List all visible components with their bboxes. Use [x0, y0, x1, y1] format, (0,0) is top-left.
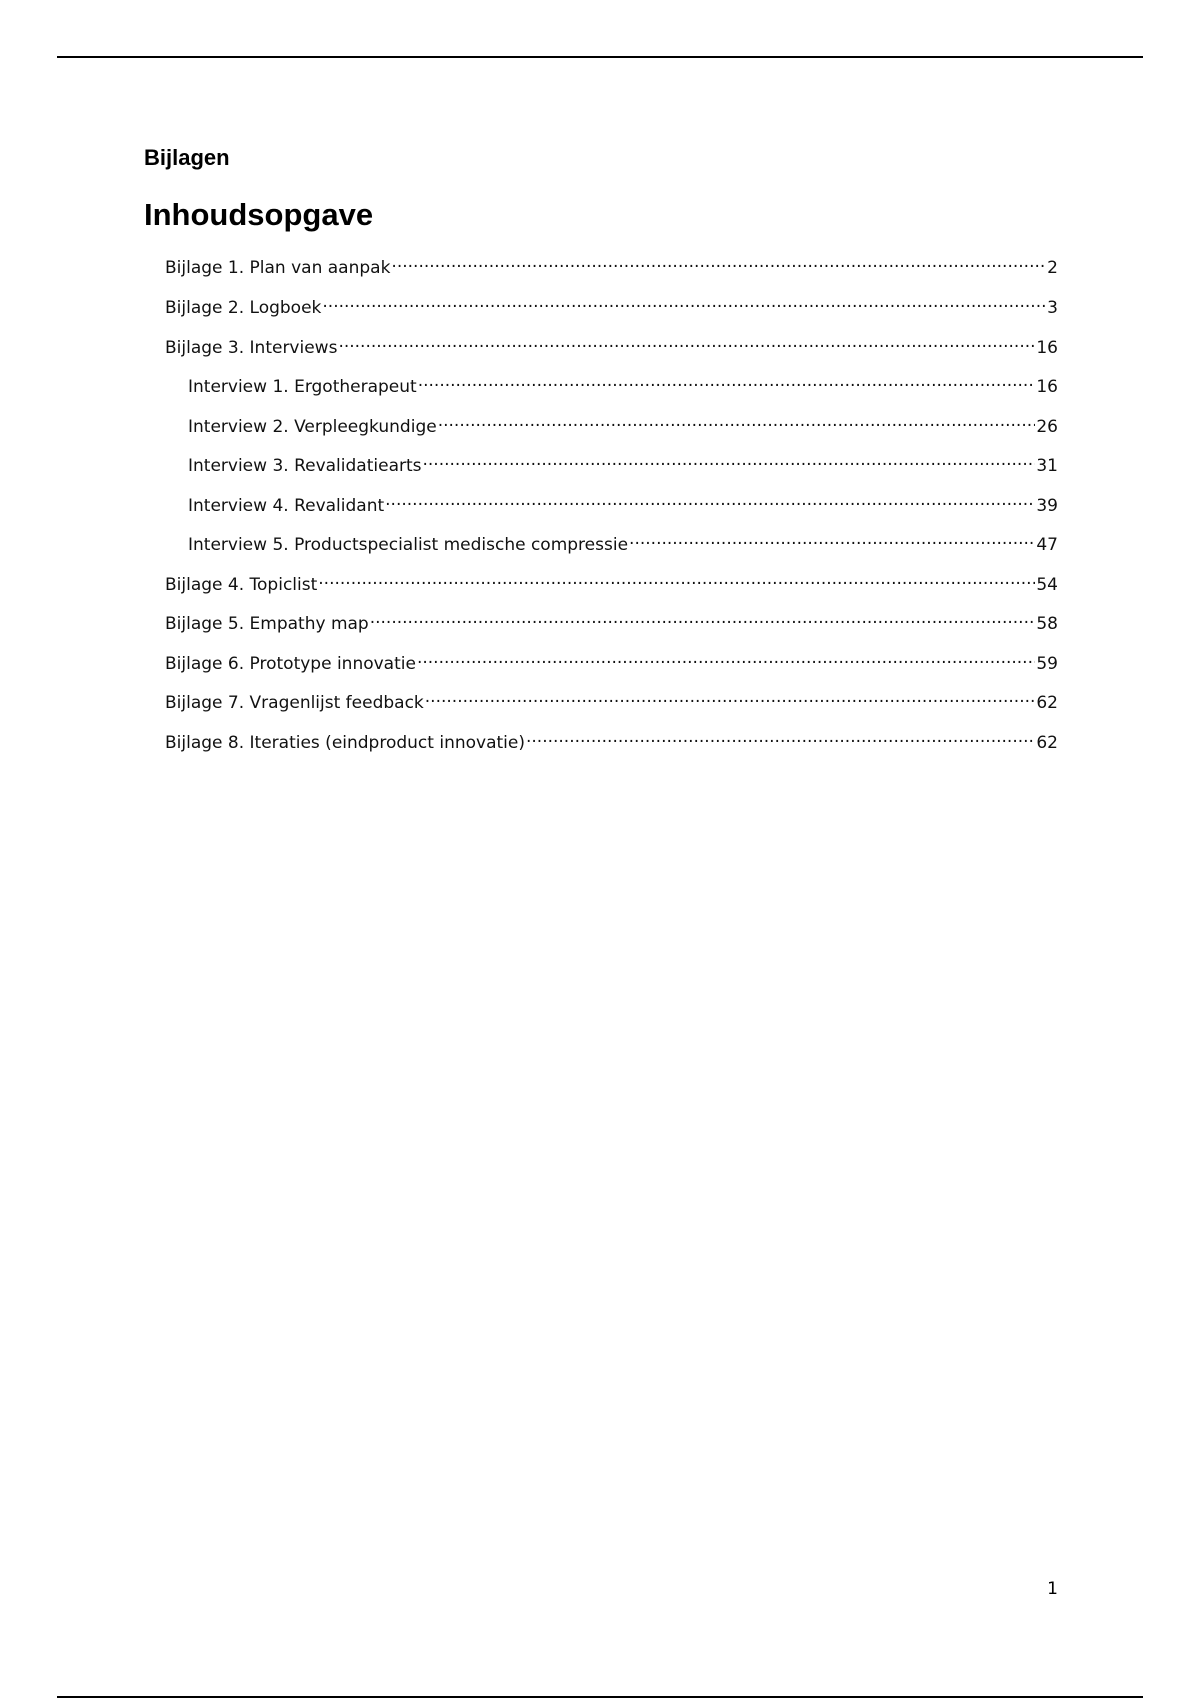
- toc-entry-page: 54: [1036, 575, 1058, 595]
- toc-dot-leader: [318, 568, 1035, 590]
- page-number: 1: [1047, 1579, 1058, 1599]
- toc-entry-label: Interview 2. Verpleegkundige: [188, 417, 437, 437]
- toc-entry[interactable]: [188, 449, 1058, 477]
- toc-entry-page: 59: [1036, 654, 1058, 674]
- toc-dot-leader: [322, 291, 1046, 313]
- toc-entry-page: 62: [1036, 693, 1058, 713]
- page-bottom-rule: [57, 1696, 1143, 1698]
- toc-entry[interactable]: [165, 331, 1058, 359]
- toc-dot-leader: [526, 726, 1035, 748]
- section-label: Bijlagen: [144, 145, 230, 170]
- toc-entry[interactable]: [165, 647, 1058, 675]
- toc-entry[interactable]: [188, 370, 1058, 398]
- toc-entry-label: Bijlage 4. Topiclist: [165, 575, 318, 595]
- toc-dot-leader: [418, 370, 1036, 392]
- toc-entry-label: Bijlage 5. Empathy map: [165, 614, 369, 634]
- toc-title: Inhoudsopgave: [144, 197, 374, 232]
- toc-entry-page: 62: [1036, 733, 1058, 753]
- toc-entry-label: Bijlage 7. Vragenlijst feedback: [165, 693, 424, 713]
- toc-entry-page: 16: [1036, 377, 1058, 397]
- toc-entry[interactable]: [188, 489, 1058, 517]
- toc-entry[interactable]: [165, 686, 1058, 714]
- toc-entry[interactable]: [165, 568, 1058, 596]
- toc-entry[interactable]: [165, 291, 1058, 319]
- toc-entry[interactable]: [165, 607, 1058, 635]
- toc-entry[interactable]: [188, 410, 1058, 438]
- toc-entry-label: Interview 1. Ergotherapeut: [188, 377, 417, 397]
- toc-entry-page: 39: [1036, 496, 1058, 516]
- toc-entry-page: 16: [1036, 338, 1058, 358]
- toc-entry-label: Bijlage 3. Interviews: [165, 338, 338, 358]
- toc-entry-page: 47: [1036, 535, 1058, 555]
- toc-entry-label: Bijlage 6. Prototype innovatie: [165, 654, 416, 674]
- toc-entry[interactable]: [165, 251, 1058, 279]
- toc-dot-leader: [629, 528, 1035, 550]
- toc-entry[interactable]: [188, 528, 1058, 556]
- toc-dot-leader: [425, 686, 1036, 708]
- toc-entry-label: Interview 3. Revalidatiearts: [188, 456, 422, 476]
- toc-entry-page: 31: [1036, 456, 1058, 476]
- toc-entry-page: 26: [1036, 417, 1058, 437]
- toc-entry-page: 58: [1036, 614, 1058, 634]
- toc-entry-label: Bijlage 8. Iteraties (eindproduct innovatie): [165, 733, 525, 753]
- toc-dot-leader: [385, 489, 1035, 511]
- toc-dot-leader: [423, 449, 1036, 471]
- toc-entry[interactable]: [165, 726, 1058, 754]
- toc-entry-page: 2: [1047, 258, 1058, 278]
- toc-dot-leader: [391, 251, 1046, 273]
- toc-entry-label: Interview 4. Revalidant: [188, 496, 385, 516]
- toc-dot-leader: [370, 607, 1036, 629]
- page-top-rule: [57, 56, 1143, 58]
- toc-entry-label: Bijlage 1. Plan van aanpak: [165, 258, 391, 278]
- toc-dot-leader: [417, 647, 1035, 669]
- toc-dot-leader: [338, 331, 1035, 353]
- toc-entry-page: 3: [1047, 298, 1058, 318]
- toc-dot-leader: [438, 410, 1036, 432]
- toc-entry-label: Interview 5. Productspecialist medische compressie: [188, 535, 629, 555]
- toc-entry-label: Bijlage 2. Logboek: [165, 298, 322, 318]
